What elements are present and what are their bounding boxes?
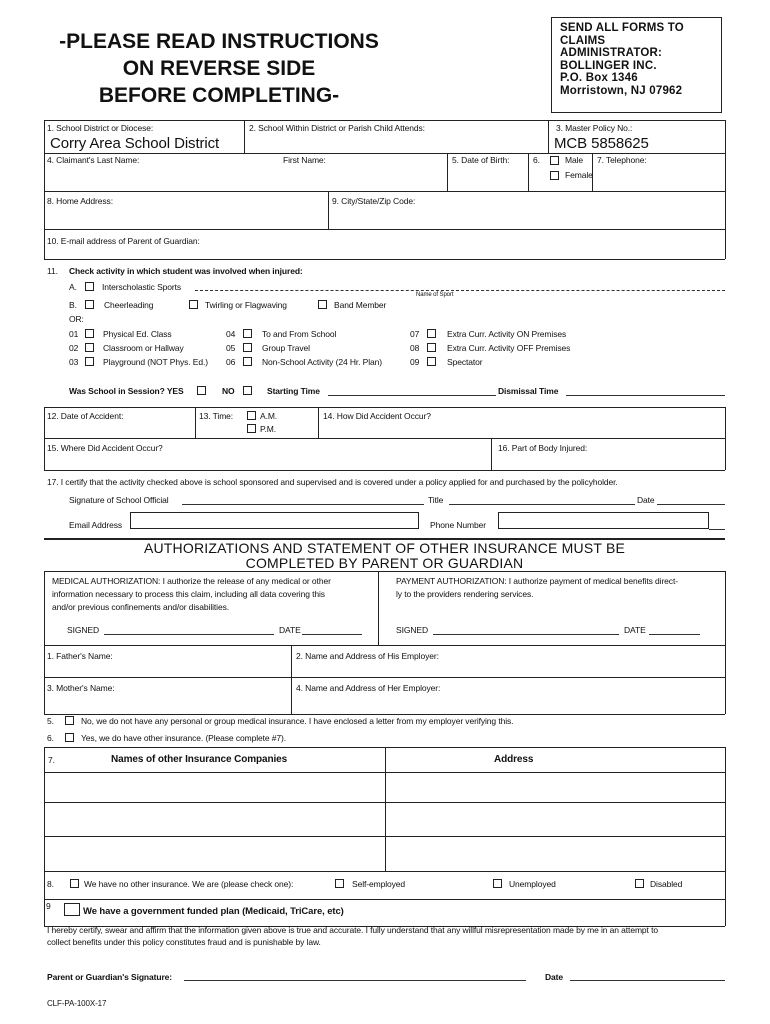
affirmation-line: I hereby certify, swear and affirm that the information given above is true and accurate. I fully understand that any willful misrepresentation made by me in an attempt to <box>47 925 658 935</box>
activity-01-checkbox[interactable] <box>85 329 94 338</box>
pm-checkbox[interactable] <box>247 424 256 433</box>
city-state-zip-label: 9. City/State/Zip Code: <box>332 196 416 206</box>
parent-date-label: Date <box>545 972 564 982</box>
item-8-number: 8. <box>47 879 54 889</box>
pm-label: P.M. <box>260 424 276 434</box>
twirling-checkbox[interactable] <box>189 300 198 309</box>
send-box-line: BOLLINGER INC. <box>560 59 657 72</box>
am-label: A.M. <box>260 411 278 421</box>
item-6-number: 6. <box>47 733 54 743</box>
official-signature-label: Signature of School Official <box>69 495 169 505</box>
official-title-line[interactable] <box>449 504 635 505</box>
activity-label: Physical Ed. Class <box>103 329 172 339</box>
activity-code: 02 <box>69 343 79 353</box>
activity-09-checkbox[interactable] <box>427 357 436 366</box>
male-checkbox[interactable] <box>550 156 559 165</box>
self-employed-label: Self-employed <box>352 879 406 889</box>
insurance-address-cell[interactable] <box>386 837 724 870</box>
official-signature-line[interactable] <box>182 504 424 505</box>
school-district-value[interactable]: Corry Area School District <box>50 135 220 152</box>
activity-02-checkbox[interactable] <box>85 343 94 352</box>
no-insurance-label: No, we do not have any personal or group medical insurance. I have enclosed a letter from my employer verifying this. <box>81 716 514 726</box>
parent-date-line[interactable] <box>570 980 725 981</box>
activity-code: 03 <box>69 357 79 367</box>
cheerleading-checkbox[interactable] <box>85 300 94 309</box>
official-date-line[interactable] <box>657 504 725 505</box>
parent-signature-line[interactable] <box>184 980 526 981</box>
activity-label: Playground (NOT Phys. Ed.) <box>103 357 208 367</box>
band-member-checkbox[interactable] <box>318 300 327 309</box>
medical-signed-label: SIGNED <box>67 625 99 635</box>
body-part-injured-label: 16. Part of Body Injured: <box>498 443 588 453</box>
authorizations-heading-2: COMPLETED BY PARENT OR GUARDIAN <box>245 555 524 571</box>
activity-label: To and From School <box>262 329 337 339</box>
school-attends-label: 2. School Within District or Parish Child Attends: <box>249 123 425 133</box>
band-member-label: Band Member <box>334 300 387 310</box>
has-insurance-label: Yes, we do have other insurance. (Please complete #7). <box>81 733 287 743</box>
starting-time-line[interactable] <box>328 395 496 396</box>
item-5-number: 5. <box>47 716 54 726</box>
official-email-input[interactable] <box>130 512 419 529</box>
unemployed-checkbox[interactable] <box>493 879 502 888</box>
payment-signature-line[interactable] <box>433 634 619 635</box>
school-district-label: 1. School District or Diocese: <box>47 123 154 133</box>
has-insurance-checkbox[interactable] <box>65 733 74 742</box>
name-of-sport-caption: Name of Sport <box>416 292 454 298</box>
send-forms-box <box>551 17 722 113</box>
instruction-title-line-2: ON REVERSE SIDE <box>122 57 316 80</box>
insurance-address-cell[interactable] <box>386 803 724 835</box>
first-name-label: First Name: <box>283 155 326 165</box>
master-policy-value[interactable]: MCB 5858625 <box>554 135 649 152</box>
gender-label: 6. <box>533 155 540 165</box>
government-plan-checkbox[interactable] <box>64 903 80 916</box>
insurance-companies-header: Names of other Insurance Companies <box>111 754 288 765</box>
dismissal-time-label: Dismissal Time <box>498 386 559 396</box>
government-plan-label: We have a government funded plan (Medicaid, TriCare, etc) <box>83 906 344 917</box>
insurance-address-cell[interactable] <box>386 773 724 801</box>
activity-code: 07 <box>410 329 420 339</box>
activity-code: 06 <box>226 357 236 367</box>
activity-07-checkbox[interactable] <box>427 329 436 338</box>
master-policy-label: 3. Master Policy No.: <box>556 123 633 133</box>
instruction-title-line-3: BEFORE COMPLETING- <box>98 84 340 107</box>
send-box-line: CLAIMS <box>560 34 606 47</box>
payment-auth-line: ly to the providers rendering services. <box>396 589 534 599</box>
activity-03-checkbox[interactable] <box>85 357 94 366</box>
date-of-birth-label: 5. Date of Birth: <box>452 155 510 165</box>
activity-05-checkbox[interactable] <box>243 343 252 352</box>
activity-code: 08 <box>410 343 420 353</box>
payment-auth-line: PAYMENT AUTHORIZATION: I authorize payment of medical benefits direct- <box>396 576 678 586</box>
medical-auth-line: information necessary to process this claim, including all data covering this <box>52 589 325 599</box>
how-accident-occurred-label: 14. How Did Accident Occur? <box>323 411 431 421</box>
claimant-last-name-label: 4. Claimant's Last Name: <box>47 155 140 165</box>
dismissal-time-line[interactable] <box>566 395 725 396</box>
session-no-label: NO <box>222 386 235 396</box>
insurance-address-header: Address <box>494 754 534 765</box>
cheerleading-label: Cheerleading <box>104 300 154 310</box>
twirling-label: Twirling or Flagwaving <box>205 300 287 310</box>
medical-auth-line: MEDICAL AUTHORIZATION: I authorize the release of any medical or other <box>52 576 331 586</box>
female-checkbox[interactable] <box>550 171 559 180</box>
option-a-letter: A. <box>69 282 77 292</box>
time-of-accident-label: 13. Time: <box>199 411 234 421</box>
activity-04-checkbox[interactable] <box>243 329 252 338</box>
unemployed-label: Unemployed <box>509 879 556 889</box>
activity-label: Spectator <box>447 357 483 367</box>
official-email-label: Email Address <box>69 520 123 530</box>
starting-time-label: Starting Time <box>267 386 320 396</box>
activity-06-checkbox[interactable] <box>243 357 252 366</box>
send-box-line: ADMINISTRATOR: <box>560 47 663 59</box>
interscholastic-sports-label: Interscholastic Sports <box>102 282 182 292</box>
activity-code: 01 <box>69 329 79 339</box>
affirmation-line: collect benefits under this policy constitutes fraud and is punishable by law. <box>47 937 321 947</box>
official-title-label: Title <box>428 495 444 505</box>
send-box-line: P.O. Box 1346 <box>560 72 638 84</box>
item-7-number: 7. <box>48 755 55 765</box>
sport-name-line[interactable] <box>195 290 725 291</box>
session-yes-checkbox[interactable] <box>197 386 206 395</box>
home-address-label: 8. Home Address: <box>47 196 113 206</box>
payment-date-line[interactable] <box>649 634 700 635</box>
parent-email-label: 10. E-mail address of Parent of Guardian: <box>47 236 200 246</box>
medical-date-label: DATE <box>279 625 301 635</box>
medical-auth-line: and/or previous confinements and/or disabilities. <box>52 602 230 612</box>
activity-number: 11. <box>47 266 58 276</box>
father-employer-label: 2. Name and Address of His Employer: <box>296 651 439 661</box>
am-checkbox[interactable] <box>247 411 256 420</box>
activity-code: 04 <box>226 329 236 339</box>
activity-label: Group Travel <box>262 343 310 353</box>
self-employed-checkbox[interactable] <box>335 879 344 888</box>
instruction-title-line-1: -PLEASE READ INSTRUCTIONS <box>59 30 379 53</box>
insurance-company-cell[interactable] <box>45 773 384 801</box>
activity-heading: Check activity in which student was involved when injured: <box>69 266 303 276</box>
activity-label: Extra Curr. Activity ON Premises <box>447 329 567 339</box>
mother-name-label: 3. Mother's Name: <box>47 683 115 693</box>
insurance-company-cell[interactable] <box>45 837 384 870</box>
activity-label: Classroom or Hallway <box>103 343 184 353</box>
send-box-line: Morristown, NJ 07962 <box>560 84 683 97</box>
item-9-number: 9 <box>46 901 51 911</box>
medical-date-line[interactable] <box>302 634 362 635</box>
certification-text: 17. I certify that the activity checked above is school sponsored and supervised and is covered under a policy applied for and purchased by the policyholder. <box>47 477 618 487</box>
mother-employer-label: 4. Name and Address of Her Employer: <box>296 683 441 693</box>
option-b-letter: B. <box>69 300 77 310</box>
disabled-checkbox[interactable] <box>635 879 644 888</box>
form-code: CLF-PA-100X-17 <box>47 999 107 1008</box>
parent-signature-label: Parent or Guardian's Signature: <box>47 972 173 982</box>
activity-label: Non-School Activity (24 Hr. Plan) <box>262 357 383 367</box>
session-no-checkbox[interactable] <box>243 386 252 395</box>
insurance-company-cell[interactable] <box>45 803 384 835</box>
activity-label: Extra Curr. Activity OFF Premises <box>447 343 571 353</box>
disabled-label: Disabled <box>650 879 683 889</box>
activity-code: 05 <box>226 343 236 353</box>
payment-date-label: DATE <box>624 625 646 635</box>
date-of-accident-label: 12. Date of Accident: <box>47 411 124 421</box>
authorizations-heading-1: AUTHORIZATIONS AND STATEMENT OF OTHER INSURANCE MUST BE <box>143 540 626 556</box>
no-insurance-checkbox[interactable] <box>65 716 74 725</box>
school-in-session-question: Was School in Session? YES <box>69 386 184 396</box>
telephone-label: 7. Telephone: <box>597 155 647 165</box>
male-label: Male <box>565 155 584 165</box>
official-date-label: Date <box>637 495 655 505</box>
no-other-insurance-checkbox[interactable] <box>70 879 79 888</box>
medical-signature-line[interactable] <box>104 634 274 635</box>
or-label: OR: <box>69 314 84 324</box>
where-accident-occurred-label: 15. Where Did Accident Occur? <box>47 443 163 453</box>
payment-signed-label: SIGNED <box>396 625 428 635</box>
activity-08-checkbox[interactable] <box>427 343 436 352</box>
official-phone-input[interactable] <box>498 512 709 529</box>
female-label: Female <box>565 170 593 180</box>
send-box-line: SEND ALL FORMS TO <box>560 22 684 34</box>
no-other-insurance-label: We have no other insurance. We are (please check one): <box>84 879 294 889</box>
father-name-label: 1. Father's Name: <box>47 651 113 661</box>
interscholastic-sports-checkbox[interactable] <box>85 282 94 291</box>
official-phone-label: Phone Number <box>430 520 486 530</box>
activity-code: 09 <box>410 357 420 367</box>
